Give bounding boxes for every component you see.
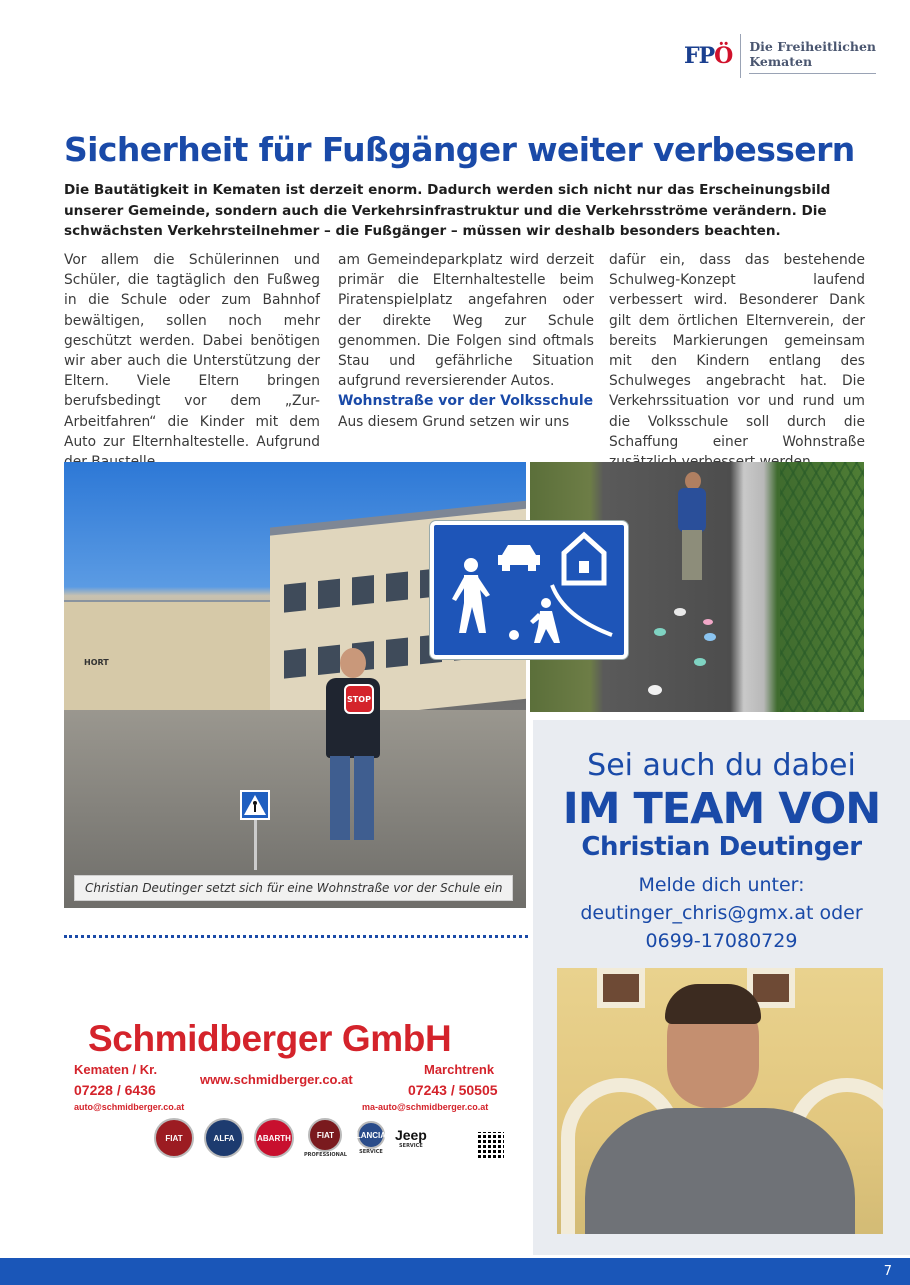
fiat-professional-logo (304, 1118, 347, 1158)
article-column-2 (338, 250, 594, 432)
ad-right-email: ma-auto@schmidberger.co.at (362, 1102, 489, 1112)
hort-sign: HORT (84, 658, 109, 667)
recruit-line-4: Melde dich unter: (638, 874, 805, 896)
jeep-service-label: SERVICE (399, 1143, 423, 1149)
column-2-text: am Gemeindeparkplatz wird derzeit primär die Elternhaltestelle beim Piratenspielplatz angefahren oder der direkte Weg zur Schule genommen. Die Folgen sind oftmals Stau und gefährliche Situation aufgrund reversierender Autos. (338, 252, 594, 390)
fiat-logo-icon: FIAT (154, 1118, 194, 1158)
lancia-service-label: SERVICE (359, 1149, 383, 1155)
portrait-photo (557, 968, 883, 1234)
wohnstrasse-sign-icon (430, 521, 628, 659)
section-divider (64, 935, 528, 938)
ad-right-phone: 07243 / 50505 (408, 1082, 498, 1098)
brand-logos (154, 1118, 427, 1158)
article-title: Sicherheit für Fußgänger weiter verbessern (64, 130, 855, 169)
abarth-logo-icon: ABARTH (254, 1118, 294, 1158)
logo-divider (740, 34, 741, 78)
ad-company-name: Schmidberger GmbH (88, 1018, 452, 1059)
stop-sign: STOP (344, 684, 374, 714)
alfa-romeo-logo-icon: ALFA (204, 1118, 244, 1158)
fpoe-logo (684, 32, 876, 80)
recruit-line-2: IM TEAM VON (562, 784, 881, 834)
crosswalk-sign-icon (240, 790, 270, 820)
fiat-professional-logo-icon: FIAT (308, 1118, 342, 1152)
logo-text (749, 39, 876, 74)
page-number: 7 (883, 1264, 892, 1279)
recruit-phone: 0699-17080729 (645, 930, 798, 952)
column-2-continuation: Aus diesem Grund setzen wir uns (338, 413, 570, 430)
article-column-1 (64, 250, 320, 472)
ad-left-city: Kematen / Kr. (74, 1062, 158, 1077)
hair (665, 984, 761, 1024)
footer-bar (0, 1258, 910, 1285)
ad-right-city: Marchtrenk (424, 1062, 495, 1077)
jeep-logo (395, 1127, 427, 1149)
ad-left-email: auto@schmidberger.co.at (74, 1102, 185, 1112)
lancia-logo-icon: LANCIA (357, 1121, 385, 1149)
logo-line-2: Kematen (749, 53, 813, 69)
professional-label: PROFESSIONAL (304, 1152, 347, 1158)
hort-building (64, 602, 270, 712)
ad-left-phone: 07228 / 6436 (74, 1082, 156, 1098)
hoodie (585, 1108, 855, 1234)
recruit-line-1: Sei auch du dabei (587, 748, 856, 783)
recruit-email: deutinger_chris@gmx.at oder (580, 902, 863, 924)
lancia-logo (357, 1121, 385, 1155)
article-column-3 (609, 250, 865, 472)
article-subheading: Wohnstraße vor der Volksschule (338, 393, 594, 410)
qr-code-icon (478, 1132, 504, 1158)
column-3-text: dafür ein, dass das bestehende Schulweg-Konzept laufend verbessert wird. Besonderer Dank gilt dem örtlichen Elternverein, der bereits Markierungen gemeinsam mit den Kindern entlang des Schulweges angebracht hat. Die Verkehrssituation vor und rund um die Volksschule soll durch die Schaffung einer Wohnstraße (609, 252, 865, 450)
photo-caption: Christian Deutinger setzt sich für eine Wohnstraße vor der Schule ein (74, 875, 513, 901)
jeep-logo-text: Jeep (394, 1127, 427, 1143)
man-figure (320, 648, 384, 848)
recruit-line-3: Christian Deutinger (581, 832, 862, 862)
logo-line-1: Die Freiheitlichen (749, 38, 876, 54)
article-lead: Die Bautätigkeit in Kematen ist derzeit enorm. Dadurch werden sich nicht nur das Erscheinungsbild unserer Gemeinde, sondern auch die Verkehrsinfrastruktur und die Verkehrsströme verändern. Die schwächsten Verkehrsteilnehmer – die Fußgänger – müssen wir deshalb besonders beachten. (64, 182, 831, 239)
logo-mark: FPÖ (684, 43, 733, 69)
column-1-text: Vor allem die Schülerinnen und Schüler, die tagtäglich den Fußweg in die Schule oder zum Bahnhof bewältigen, sollen noch mehr geschützt werden. Dabei benötigen wir aber auch die Unterstützung der Eltern. Viele Eltern bringen berufsbedingt vor dem „Zur-Arbeitfahren“ die Kinder mit dem Auto zur Elternhaltestelle. Aufgrund (64, 252, 320, 450)
ad-website: www.schmidberger.co.at (200, 1072, 353, 1087)
